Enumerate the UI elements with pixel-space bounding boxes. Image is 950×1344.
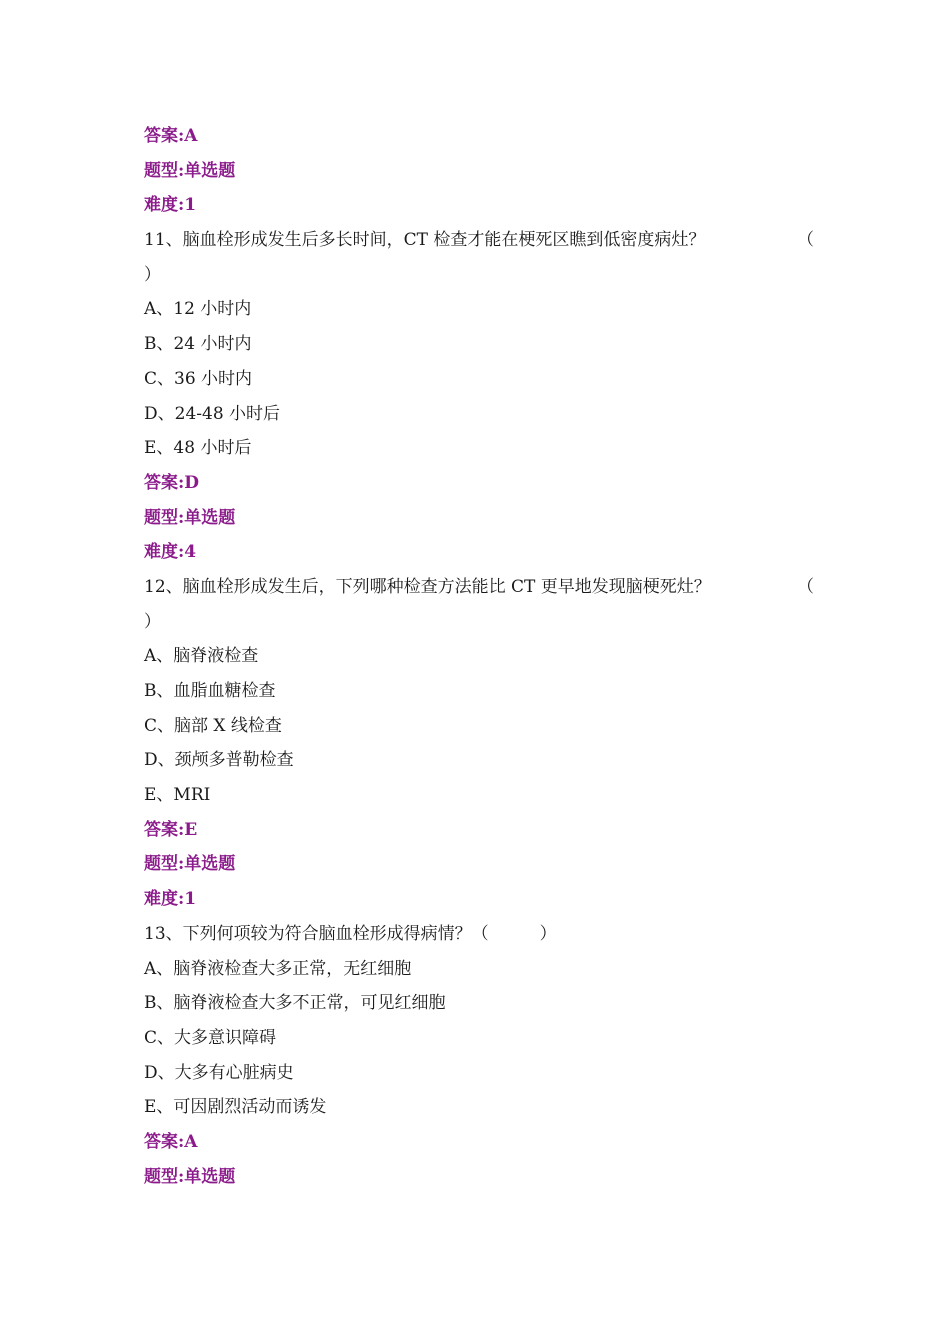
question-stem-line: [144, 223, 814, 258]
document-text-line: ）: [144, 264, 161, 285]
question-meta-line: 题型:单选题: [144, 160, 236, 181]
document-text-line: A、脑脊液检查: [144, 646, 259, 667]
question-meta-line: 答案:D: [144, 472, 200, 493]
document-text-line: A、12 小时内: [144, 299, 252, 320]
document-text-line: B、血脂血糖检查: [144, 681, 276, 701]
document-text-line: 13、下列何项较为符合脑血栓形成得病情？（ ）: [144, 923, 557, 944]
document-text-line: B、脑脊液检查大多不正常，可见红细胞: [144, 993, 446, 1014]
question-meta-line: 答案:E: [144, 819, 198, 840]
document-text-line: E、可因剧烈活动而诱发: [144, 1097, 327, 1118]
document-page: [144, 119, 814, 1194]
question-meta-line: 题型:单选题: [144, 854, 236, 875]
question-meta-line: 题型:单选题: [144, 1166, 236, 1187]
question-meta-line: 难度:1: [144, 889, 197, 910]
question-meta-line: 难度:1: [144, 195, 197, 216]
question-stem-line: [144, 570, 814, 605]
question-meta-line: 答案:A: [144, 1131, 198, 1152]
question-stem-paren: （: [797, 230, 814, 251]
document-text-line: C、脑部 X 线检查: [144, 715, 282, 736]
document-text-line: B、24 小时内: [144, 334, 252, 355]
question-meta-line: 难度:4: [144, 542, 197, 563]
document-text-line: D、24-48 小时后: [144, 403, 281, 424]
question-stem-paren: （: [797, 576, 814, 597]
question-meta-line: 题型:单选题: [144, 507, 236, 528]
document-text-line: A、脑脊液检查大多正常，无红细胞: [144, 958, 412, 979]
question-stem-text: 12、脑血栓形成发生后，下列哪种检查方法能比 CT 更早地发现脑梗死灶？: [144, 576, 711, 597]
question-meta-line: 答案:A: [144, 126, 198, 146]
document-text-line: C、36 小时内: [144, 368, 253, 389]
question-stem-text: 11、脑血栓形成发生后多长时间，CT 检查才能在梗死区瞧到低密度病灶？: [144, 230, 706, 251]
document-text-line: D、大多有心脏病史: [144, 1062, 294, 1083]
document-text-line: E、MRI: [144, 785, 211, 806]
document-text-line: C、大多意识障碍: [144, 1027, 277, 1048]
document-text-line: ）: [144, 611, 161, 632]
document-text-line: D、颈颅多普勒检查: [144, 750, 294, 771]
document-text-line: E、48 小时后: [144, 438, 252, 459]
